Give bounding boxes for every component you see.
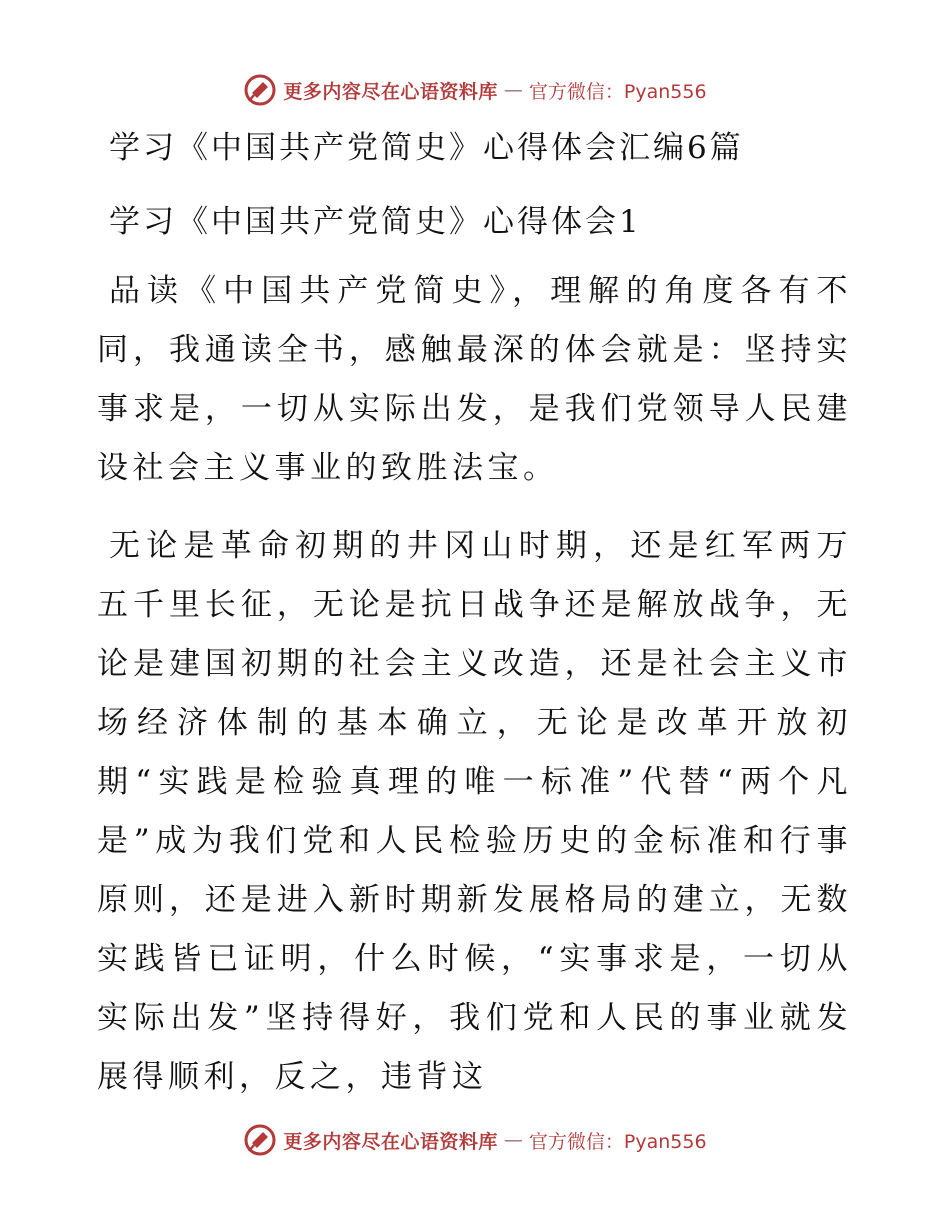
banner-contact: 官方微信：Pyan556 — [528, 1130, 707, 1153]
banner-separator: — — [503, 1129, 523, 1151]
banner-text: 更多内容尽在心语资料库 — [283, 1130, 498, 1153]
banner-separator: — — [503, 79, 523, 101]
section-title: 学习《中国共产党简史》心得体会1 — [109, 204, 642, 240]
paragraph-1: 品读《中国共产党简史》，理解的角度各有不同，我通读全书，感触最深的体会就是：坚持实事求是，一切从实际出发，是我们党领导人民建设社会主义事业的致胜法宝。 — [97, 273, 852, 486]
banner-text: 更多内容尽在心语资料库 — [283, 80, 498, 103]
document-title: 学习《中国共产党简史》心得体会汇编6篇 — [109, 130, 744, 166]
header-watermark-banner — [0, 70, 950, 110]
paragraph-2: 无论是革命初期的井冈山时期，还是红军两万五千里长征，无论是抗日战争还是解放战争，无论是建国初期的社会主义改造，还是社会主义市场经济体制的基本确立，无论是改革开放初期“实践是检验真理的唯一标准”代替“两个凡是”成为我们党和人民检验历史的金标准和行事原则，还是进入新时期新发展格局的建立，无数实践皆已证明，什么时候，“实事求是，一切从实际出发”坚持得好，我们党和人民的事业就发展得顺利，反之，违背这 — [97, 528, 852, 1095]
document-body — [97, 118, 852, 1107]
footer-watermark-banner — [0, 1120, 950, 1160]
banner-contact: 官方微信：Pyan556 — [528, 80, 707, 103]
brand-logo-icon — [243, 1123, 277, 1157]
brand-logo-icon — [243, 73, 277, 107]
